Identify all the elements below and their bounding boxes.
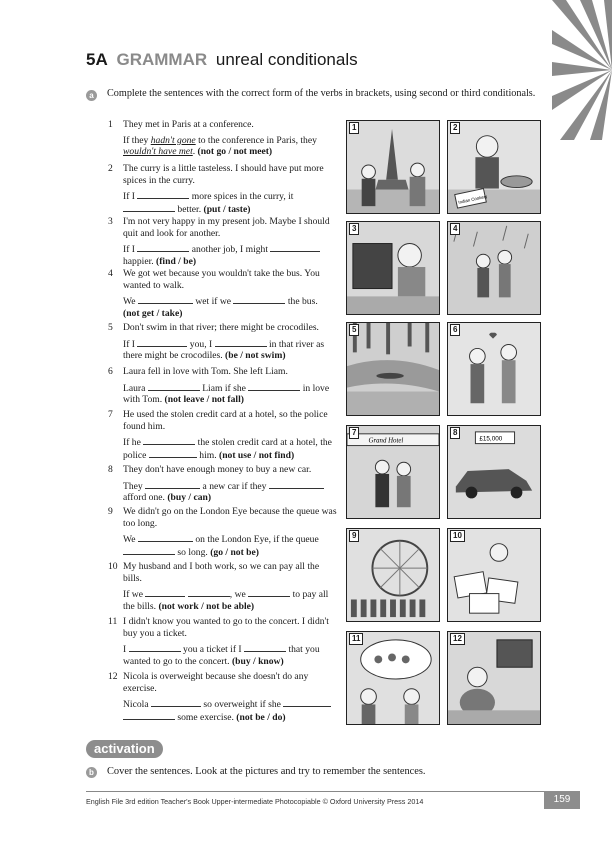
- picture-6-couple: 6: [447, 322, 541, 416]
- section-b-instruction: Cover the sentences. Look at the pictures and try to remember the sentences.: [107, 766, 426, 777]
- exercise-12: [108, 671, 340, 723]
- exercise-prompt: He used the stolen credit card at a hotel, so the police found him.: [123, 409, 328, 432]
- exercise-9: [108, 506, 340, 558]
- answer-blank[interactable]: [151, 698, 201, 707]
- cooking-illustration: [448, 121, 540, 213]
- tv-watching-illustration: [448, 632, 540, 724]
- exercise-7: [108, 409, 340, 461]
- footer-book-title: English File 3rd edition Teacher's Book Upper-intermediate: [86, 797, 274, 806]
- exercise-number: 7: [108, 409, 113, 420]
- exercise-answer: We on the London Eye, if the queue so long. (go / not be): [123, 534, 319, 558]
- picture-10-bills: 10: [447, 528, 541, 622]
- exercise-prompt: Laura fell in love with Tom. She left Liam.: [123, 366, 288, 377]
- exercise-prompt: The curry is a little tasteless. I should have put more spices in the curry.: [123, 163, 324, 186]
- section-b-badge: b: [86, 767, 97, 778]
- rain-walkers-illustration: [448, 222, 540, 314]
- picture-2-curry: 2 Indian Cookery: [447, 120, 541, 214]
- exercise-prompt: My husband and I both work, so we can pay all the bills.: [123, 561, 320, 584]
- exercise-prompt: I didn't know you wanted to go to the concert. I didn't buy you a ticket.: [123, 616, 329, 639]
- answer-blank[interactable]: [123, 711, 175, 720]
- exercise-answer: If I more spices in the curry, it better. (put / taste): [123, 191, 294, 215]
- title-topic: unreal conditionals: [215, 50, 358, 69]
- lesson-code: 5A: [86, 50, 108, 69]
- exercise-number: 12: [108, 671, 118, 682]
- footer-rights: Photocopiable © Oxford University Press 2014: [275, 797, 424, 806]
- footer-divider: [86, 791, 548, 792]
- exercise-number: 8: [108, 464, 113, 475]
- exercise-number: 10: [108, 561, 118, 572]
- answer-blank[interactable]: [233, 295, 285, 304]
- exercise-prompt: They met in Paris at a conference.: [123, 119, 254, 130]
- answer-blank[interactable]: [188, 588, 230, 597]
- footer-text: [86, 797, 423, 806]
- answer-blank[interactable]: [215, 338, 267, 347]
- picture-11-concert: 11: [346, 631, 440, 725]
- eiffel-tower-illustration: [347, 121, 439, 213]
- exercise-number: 1: [108, 119, 113, 130]
- answer-blank[interactable]: [145, 588, 185, 597]
- svg-text:Indian Cookery: Indian Cookery: [457, 193, 488, 205]
- exercise-4: [108, 268, 340, 319]
- exercise-number: 5: [108, 322, 113, 333]
- answer-blank[interactable]: [143, 436, 195, 445]
- exercise-5: [108, 322, 340, 362]
- exercise-answer: I you a ticket if I that you wanted to go to the concert. (buy / know): [123, 644, 320, 667]
- exercise-8: [108, 464, 340, 504]
- answer-blank[interactable]: [137, 338, 187, 347]
- hotel-arrest-illustration: [347, 426, 439, 518]
- exercise-1: [108, 119, 340, 158]
- answer-blank[interactable]: [269, 480, 324, 489]
- exercise-answer: If I another job, I might happier. (find / be): [123, 243, 340, 267]
- picture-3-office-job: 3: [346, 221, 440, 315]
- picture-4-rain: 4: [447, 221, 541, 315]
- answer-blank[interactable]: [149, 449, 197, 458]
- picture-12-tv-sofa: 12: [447, 631, 541, 725]
- answer-blank[interactable]: [138, 533, 193, 542]
- exercise-6: [108, 366, 340, 406]
- picture-5-river: 5: [346, 322, 440, 416]
- exercise-number: 4: [108, 268, 113, 279]
- picture-7-hotel-police: 7 Grand Hotel: [346, 425, 440, 519]
- answer-blank[interactable]: [123, 546, 175, 555]
- answer-blank[interactable]: [137, 190, 189, 199]
- exercise-10: [108, 561, 340, 612]
- exercise-number: 2: [108, 163, 113, 174]
- exercise-answer: Nicola so overweight if she some exercise. (not be / do): [123, 698, 340, 723]
- office-worker-illustration: [347, 222, 439, 314]
- answer-blank[interactable]: [145, 480, 200, 489]
- car-showroom-illustration: [448, 426, 540, 518]
- paying-bills-illustration: [448, 529, 540, 621]
- picture-9-london-eye: 9: [346, 528, 440, 622]
- activation-label: activation: [86, 740, 163, 758]
- page-title: [86, 50, 358, 70]
- answer-blank[interactable]: [248, 588, 290, 597]
- section-a-instruction: Complete the sentences with the correct form of the verbs in brackets, using second or third conditionals.: [107, 88, 536, 99]
- exercise-11: [108, 616, 340, 667]
- page-number: 159: [544, 791, 580, 809]
- exercise-prompt: We got wet because you wouldn't take the bus. You wanted to walk.: [123, 268, 320, 291]
- title-keyword: GRAMMAR: [116, 50, 208, 69]
- exercise-prompt: Nicola is overweight because she doesn't do any exercise.: [123, 671, 309, 694]
- exercise-3: [108, 216, 340, 267]
- exercise-answer: Laura Liam if she in love with Tom. (not leave / not fall): [123, 382, 330, 406]
- picture-1-paris-meeting: 1: [346, 120, 440, 214]
- svg-text:Grand Hotel: Grand Hotel: [368, 437, 404, 445]
- exercise-answer: They a new car if they afford one. (buy / can): [123, 480, 340, 504]
- love-triangle-illustration: [448, 323, 540, 415]
- section-a-badge: a: [86, 90, 97, 101]
- exercise-answer: If we , we to pay all the bills. (not work / not be able): [123, 589, 329, 612]
- exercise-number: 11: [108, 616, 118, 627]
- river-crocodile-illustration: [347, 323, 439, 415]
- london-eye-illustration: [347, 529, 439, 621]
- answer-blank[interactable]: [270, 243, 320, 252]
- exercise-answer: We wet if we the bus. (not get / take): [123, 296, 318, 319]
- svg-text:£15,000: £15,000: [479, 435, 503, 443]
- exercise-2: [108, 163, 340, 215]
- exercise-prompt: I'm not very happy in my present job. Maybe I should quit and look for another.: [123, 216, 330, 239]
- picture-8-new-car: 8 £15,000: [447, 425, 541, 519]
- answer-blank[interactable]: [137, 243, 189, 252]
- exercise-answer: If they hadn't gone to the conference in Paris, they wouldn't have met. (not go / not meet): [123, 134, 317, 158]
- answer-blank[interactable]: [129, 643, 181, 652]
- answer-blank[interactable]: [244, 643, 286, 652]
- exercise-prompt: We didn't go on the London Eye because the queue was too long.: [123, 506, 337, 529]
- concert-tickets-illustration: [347, 632, 439, 724]
- answer-blank[interactable]: [248, 382, 300, 391]
- exercise-number: 3: [108, 216, 113, 227]
- answer-blank[interactable]: [283, 698, 331, 707]
- exercise-prompt: They don't have enough money to buy a new car.: [123, 464, 312, 475]
- answer-blank[interactable]: [123, 203, 175, 212]
- exercise-answer: If he the stolen credit card at a hotel, the police him. (not use / not find): [123, 437, 332, 461]
- answer-blank[interactable]: [148, 382, 200, 391]
- exercise-answer: If I you, I in that river as there might be crocodiles. (be / not swim): [123, 338, 325, 362]
- exercise-number: 9: [108, 506, 113, 517]
- exercise-number: 6: [108, 366, 113, 377]
- exercise-prompt: Don't swim in that river; there might be crocodiles.: [123, 322, 319, 333]
- answer-blank[interactable]: [138, 295, 193, 304]
- corner-rays-decoration: [552, 0, 612, 140]
